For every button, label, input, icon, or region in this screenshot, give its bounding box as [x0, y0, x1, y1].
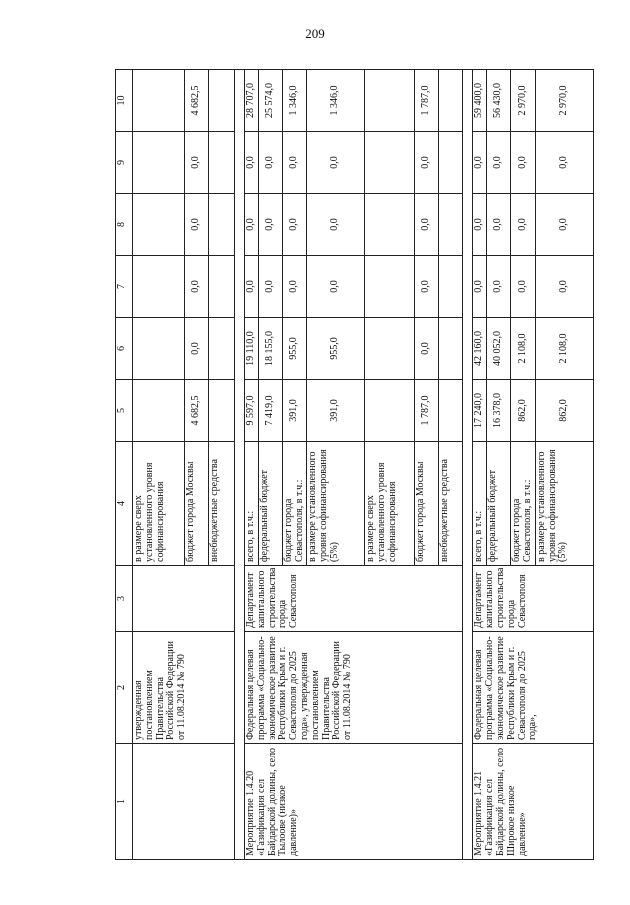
value-cell — [209, 318, 235, 380]
table-row — [473, 70, 487, 860]
value-cell: 42 160,0 — [473, 318, 487, 380]
header-cell: 7 — [116, 256, 133, 318]
event-cell — [133, 744, 235, 860]
value-cell: 0,0 — [487, 194, 511, 256]
value-cell — [133, 256, 185, 318]
value-cell: 2 108,0 — [535, 318, 593, 380]
value-cell: 0,0 — [415, 132, 439, 194]
value-cell: 0,0 — [415, 194, 439, 256]
value-cell — [133, 380, 185, 442]
value-cell: 1 787,0 — [415, 70, 439, 132]
value-cell: 0,0 — [487, 256, 511, 318]
value-cell: 0,0 — [535, 256, 593, 318]
value-cell: 2 108,0 — [511, 318, 536, 380]
executor-cell: Департамент капитального строительства города Севастополя — [473, 566, 593, 632]
source-cell: бюджет города Севастополя, в т.ч.: — [282, 442, 307, 566]
value-cell — [209, 380, 235, 442]
source-cell: всего, в т.ч.: — [245, 442, 259, 566]
value-cell: 0,0 — [473, 132, 487, 194]
value-cell — [439, 132, 463, 194]
source-cell: внебюджетные средства — [439, 442, 463, 566]
value-cell: 16 378,0 — [487, 380, 511, 442]
value-cell: 0,0 — [258, 256, 282, 318]
header-cell: 3 — [116, 566, 133, 632]
value-cell: 1 346,0 — [307, 70, 365, 132]
source-cell: в размере установленного уровня софинансирования (5%) — [535, 442, 593, 566]
value-cell: 4 682,5 — [185, 380, 209, 442]
value-cell: 0,0 — [535, 194, 593, 256]
value-cell: 0,0 — [307, 132, 365, 194]
value-cell: 0,0 — [185, 256, 209, 318]
value-cell: 17 240,0 — [473, 380, 487, 442]
header-row — [116, 70, 133, 860]
page-number: 209 — [305, 26, 325, 41]
value-cell: 0,0 — [185, 194, 209, 256]
value-cell: 59 400,0 — [473, 70, 487, 132]
value-cell: 391,0 — [307, 380, 365, 442]
value-cell — [365, 380, 415, 442]
source-cell: в размере сверх установленного уровня софинансирования — [365, 442, 415, 566]
value-cell — [133, 318, 185, 380]
value-cell: 0,0 — [307, 256, 365, 318]
executor-cell: Департамент капитального строительства города Севастополя — [245, 566, 463, 632]
value-cell: 0,0 — [511, 132, 536, 194]
header-cell: 4 — [116, 442, 133, 566]
value-cell: 0,0 — [245, 194, 259, 256]
executor-cell — [133, 566, 235, 632]
program-cell: Федеральная целевая программа «Социально-экономическое развитие Республики Крым и г. Севастополя до 2025 года», утвержденная постановлением Правительства Российской Федерации от 11.08.2014 № 790 — [245, 632, 463, 744]
value-cell: 0,0 — [282, 132, 307, 194]
value-cell: 0,0 — [415, 318, 439, 380]
value-cell: 18 155,0 — [258, 318, 282, 380]
event-cell: Мероприятие 1.4.20 «Газификация сел Байдарской долины, село Тылоове (низкое давление)» — [245, 744, 463, 860]
value-cell — [439, 194, 463, 256]
value-cell: 862,0 — [535, 380, 593, 442]
value-cell — [365, 318, 415, 380]
source-cell: всего, в т.ч.: — [473, 442, 487, 566]
value-cell — [365, 132, 415, 194]
value-cell: 0,0 — [258, 194, 282, 256]
value-cell — [439, 380, 463, 442]
value-cell — [439, 318, 463, 380]
value-cell — [209, 132, 235, 194]
value-cell: 0,0 — [415, 256, 439, 318]
value-cell — [365, 256, 415, 318]
source-cell: бюджет города Москвы — [185, 442, 209, 566]
value-cell: 862,0 — [511, 380, 536, 442]
value-cell: 1 787,0 — [415, 380, 439, 442]
source-cell: федеральный бюджет — [487, 442, 511, 566]
value-cell — [439, 70, 463, 132]
source-cell: бюджет города Москвы — [415, 442, 439, 566]
event-cell: Мероприятие 1.4.21 «Газификация сел Байдарской долины, село Широкое низкое давление» — [473, 744, 593, 860]
value-cell — [439, 256, 463, 318]
value-cell: 2 970,0 — [535, 70, 593, 132]
value-cell: 28 707,0 — [245, 70, 259, 132]
value-cell: 0,0 — [487, 132, 511, 194]
value-cell: 0,0 — [185, 132, 209, 194]
value-cell — [365, 194, 415, 256]
value-cell: 0,0 — [307, 194, 365, 256]
table-row — [133, 70, 185, 860]
value-cell: 0,0 — [282, 194, 307, 256]
row-gap — [235, 70, 245, 860]
header-cell: 9 — [116, 132, 133, 194]
value-cell: 0,0 — [282, 256, 307, 318]
value-cell: 0,0 — [258, 132, 282, 194]
row-gap — [463, 70, 473, 860]
header-cell: 6 — [116, 318, 133, 380]
source-cell: в размере установленного уровня софинансирования (5%) — [307, 442, 365, 566]
program-cell: утвержденная постановлением Правительства Российской Федерации от 11.08.2014 № 790 — [133, 632, 235, 744]
value-cell: 19 110,0 — [245, 318, 259, 380]
value-cell: 7 419,0 — [258, 380, 282, 442]
program-cell: Федеральная целевая программа «Социально-экономическое развитие Республики Крым и г. Севастополя до 2025 года», — [473, 632, 593, 744]
value-cell: 0,0 — [535, 132, 593, 194]
header-cell: 5 — [116, 380, 133, 442]
value-cell: 0,0 — [245, 132, 259, 194]
value-cell — [209, 194, 235, 256]
source-cell: бюджет города Севастополя, в т.ч.: — [511, 442, 536, 566]
value-cell: 0,0 — [185, 318, 209, 380]
header-cell: 10 — [116, 70, 133, 132]
source-cell: в размере сверх установленного уровня софинансирования — [133, 442, 185, 566]
value-cell — [133, 132, 185, 194]
value-cell: 0,0 — [245, 256, 259, 318]
value-cell: 9 597,0 — [245, 380, 259, 442]
budget-table — [115, 69, 594, 860]
header-cell: 8 — [116, 194, 133, 256]
value-cell: 40 052,0 — [487, 318, 511, 380]
source-cell: внебюджетные средства — [209, 442, 235, 566]
table-row — [245, 70, 259, 860]
value-cell — [133, 194, 185, 256]
value-cell: 0,0 — [473, 194, 487, 256]
header-cell: 2 — [116, 632, 133, 744]
value-cell — [209, 70, 235, 132]
value-cell: 2 970,0 — [511, 70, 536, 132]
value-cell: 955,0 — [307, 318, 365, 380]
value-cell: 56 430,0 — [487, 70, 511, 132]
value-cell: 4 682,5 — [185, 70, 209, 132]
rotated-page — [115, 70, 569, 860]
header-cell: 1 — [116, 744, 133, 860]
value-cell — [365, 70, 415, 132]
value-cell: 955,0 — [282, 318, 307, 380]
value-cell: 0,0 — [511, 194, 536, 256]
value-cell: 1 346,0 — [282, 70, 307, 132]
value-cell — [133, 70, 185, 132]
value-cell — [209, 256, 235, 318]
value-cell: 0,0 — [511, 256, 536, 318]
source-cell: федеральный бюджет — [258, 442, 282, 566]
value-cell: 391,0 — [282, 380, 307, 442]
value-cell: 25 574,0 — [258, 70, 282, 132]
value-cell: 0,0 — [473, 256, 487, 318]
